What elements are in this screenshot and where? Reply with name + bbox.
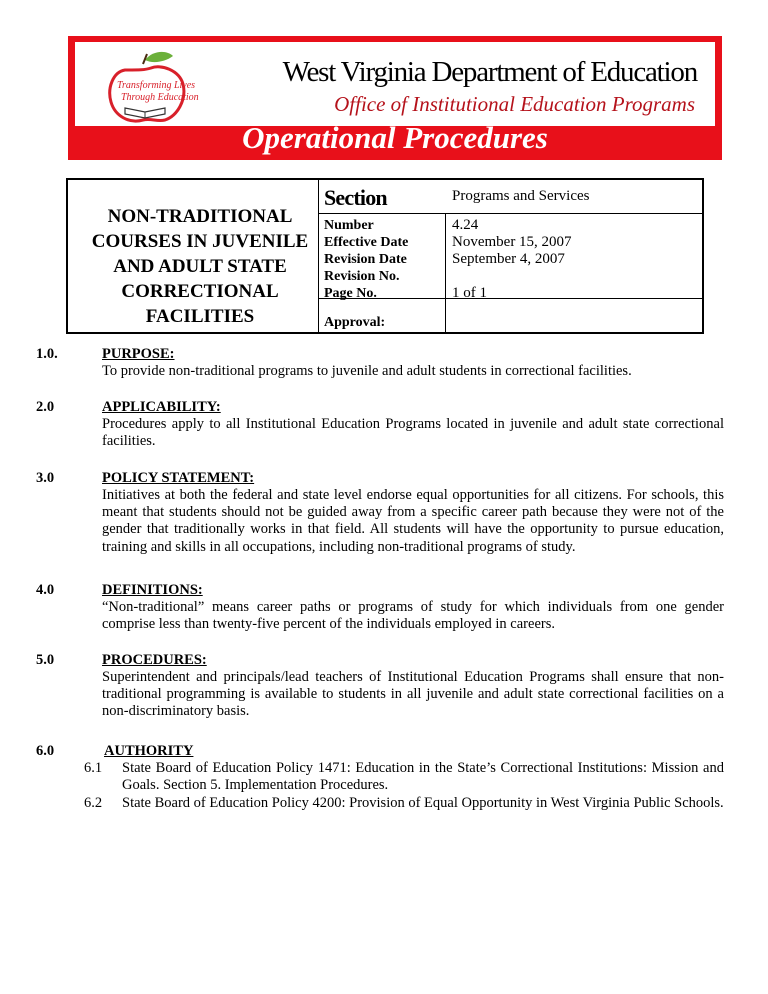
document-title: NON-TRADITIONAL COURSES IN JUVENILE AND ADULT STATE CORRECTIONAL FACILITIES [91, 206, 309, 327]
section-number: 1.0. [36, 346, 58, 362]
document-info-box [66, 178, 704, 334]
section-number: 2.0 [36, 399, 55, 415]
divider [318, 180, 319, 332]
effective-date-value: November 15, 2007 [452, 234, 572, 250]
revision-date-value: September 4, 2007 [452, 251, 565, 267]
section-number: 4.0 [36, 582, 55, 598]
section-label: Section [324, 185, 387, 210]
banner-title: Operational Procedures [242, 120, 548, 155]
logo-text-line2: Through Education [121, 92, 199, 103]
org-name: West Virginia Department of Education [282, 56, 697, 88]
header-white-panel [75, 42, 715, 126]
approval-label: Approval: [324, 315, 386, 330]
section-number: 3.0 [36, 470, 55, 486]
number-label: Number [324, 218, 374, 233]
section-number: 5.0 [36, 652, 55, 668]
section-heading: AUTHORITY [104, 743, 194, 759]
divider [318, 213, 704, 214]
header-banner [68, 36, 722, 160]
revision-no-label: Revision No. [324, 269, 400, 284]
section-heading: POLICY STATEMENT: [102, 470, 255, 486]
divider [445, 214, 446, 332]
page-no-label: Page No. [324, 286, 377, 301]
section-heading: PROCEDURES: [102, 652, 207, 668]
section-number: 6.0 [36, 743, 55, 759]
page-no-value: 1 of 1 [452, 285, 487, 301]
authority-item-number: 6.1 [84, 760, 103, 776]
revision-date-label: Revision Date [324, 252, 407, 267]
authority-item-number: 6.2 [84, 795, 103, 811]
section-body: Initiatives at both the federal and state level endorse equal opportunities for all citizens. For schools, this meant that students should not be guided away from a specific career path because they were not of the gender that traditionally works in that field. All students will have the opportunity to pursue education, training and skills in all occupations, including non-traditional programs of study. [102, 487, 724, 555]
logo-text-line1: Transforming Lives [117, 80, 196, 91]
section-body: “Non-traditional” means career paths or programs of study for which individuals from one gender comprise less than twenty-five percent of the individuals employed in careers. [102, 599, 724, 633]
section-heading: DEFINITIONS: [102, 582, 203, 598]
number-value: 4.24 [452, 217, 479, 233]
section-body: To provide non-traditional programs to juvenile and adult students in correctional facilities. [102, 363, 632, 379]
office-name: Office of Institutional Education Programs [334, 92, 695, 116]
authority-item-text: State Board of Education Policy 1471: Education in the State’s Correctional Institutions: Mission and Goals. Section 5. Implementation Procedures. [122, 760, 724, 794]
authority-item-text: State Board of Education Policy 4200: Provision of Equal Opportunity in West Virginia Public Schools. [122, 795, 724, 811]
section-value: Programs and Services [452, 188, 590, 204]
section-heading: PURPOSE: [102, 346, 175, 362]
section-heading: APPLICABILITY: [102, 399, 221, 415]
effective-date-label: Effective Date [324, 235, 409, 250]
apple-logo-icon [95, 48, 203, 126]
section-body: Procedures apply to all Institutional Education Programs located in juvenile and adult state correctional facilities. [102, 416, 724, 450]
section-body: Superintendent and principals/lead teachers of Institutional Education Programs shall ensure that non-traditional programming is available to students in all juvenile and adult state correctional facilities on a non-discriminatory basis. [102, 669, 724, 720]
